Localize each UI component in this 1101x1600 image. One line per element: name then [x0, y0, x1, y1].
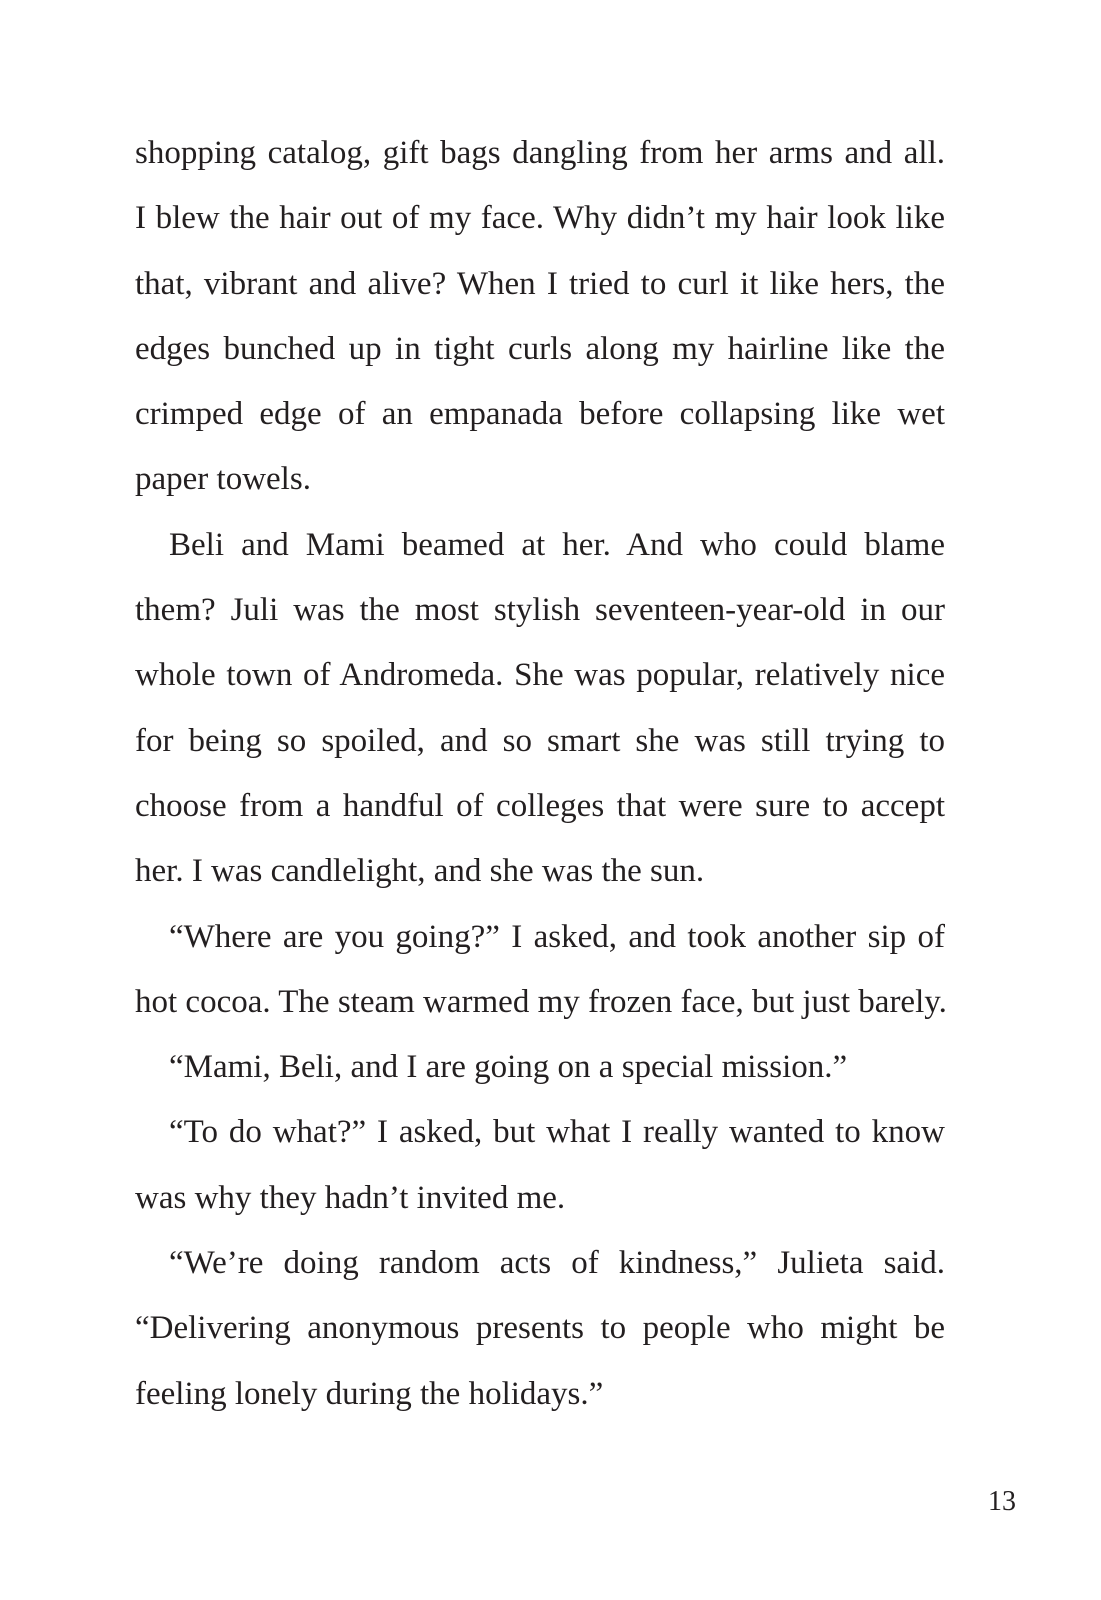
- text-line: whole town of Andromeda. She was popular, relatively nice: [135, 657, 945, 694]
- text-line: “Mami, Beli, and I are going on a special mission.”: [169, 1049, 848, 1086]
- text-line: I blew the hair out of my face. Why didn’t my hair look like: [135, 200, 945, 237]
- text-line: hot cocoa. The steam warmed my frozen face, but just barely.: [135, 983, 947, 1020]
- text-line: “We’re doing random acts of kindness,” Julieta said.: [169, 1245, 945, 1282]
- text-line: choose from a handful of colleges that were sure to accept: [135, 787, 945, 824]
- text-line: them? Juli was the most stylish seventeen-year-old in our: [135, 592, 945, 629]
- body-text: [135, 121, 945, 1427]
- page-number: 13: [988, 1486, 1016, 1517]
- text-line: that, vibrant and alive? When I tried to curl it like hers, the: [135, 265, 945, 302]
- text-line: “Delivering anonymous presents to people who might be: [135, 1310, 945, 1347]
- text-line: shopping catalog, gift bags dangling from her arms and all.: [135, 135, 945, 171]
- text-line: was why they hadn’t invited me.: [135, 1179, 566, 1216]
- text-line: feeling lonely during the holidays.”: [135, 1375, 604, 1412]
- text-line: edges bunched up in tight curls along my hairline like the: [135, 330, 945, 367]
- text-line: crimped edge of an empanada before collapsing like wet: [135, 396, 945, 433]
- text-line: for being so spoiled, and so smart she was still trying to: [135, 722, 945, 759]
- text-line: paper towels.: [135, 461, 311, 498]
- text-line: “To do what?” I asked, but what I really wanted to know: [169, 1114, 945, 1151]
- text-line: her. I was candlelight, and she was the sun.: [135, 853, 705, 890]
- text-line: Beli and Mami beamed at her. And who could blame: [169, 526, 945, 563]
- text-line: “Where are you going?” I asked, and took another sip of: [169, 918, 945, 955]
